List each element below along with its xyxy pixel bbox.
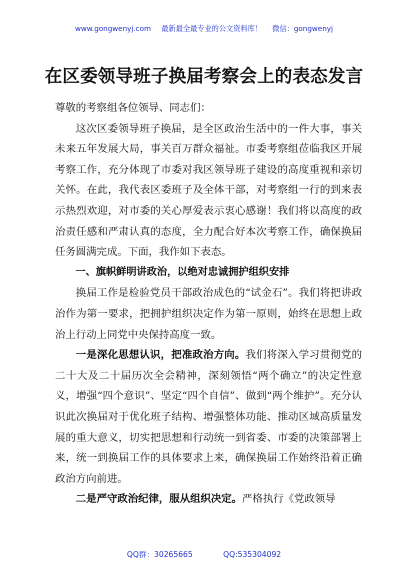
footer-qq: QQ:535304092 <box>223 550 282 559</box>
document-body <box>55 98 362 510</box>
header-slogan: 最新最全最专业的公文资料库！ <box>161 24 262 33</box>
section-heading-1: 一、旗帜鲜明讲政治，以绝对忠诚拥护组织安排 <box>75 266 290 278</box>
page-footer <box>0 549 408 560</box>
header-wechat: 微信：gongwenyj <box>272 24 334 33</box>
header-site[interactable]: www.gongwenyj.com <box>74 24 152 33</box>
footer-qq-group: QQ群：30265665 <box>126 550 193 559</box>
paragraph-section-1-intro: 换届工作是检验党员干部政治成色的“试金石”。我们将把讲政治作为第一要求，把拥护组织决定作为第一原则，始终在思想上政治上行动上同党中央保持高度一致。 <box>55 287 362 341</box>
point-2-text: 严格执行《党政领导 <box>242 493 336 506</box>
point-2-lead: 二是严守政治纪律，服从组织决定。 <box>75 493 243 506</box>
paragraph-point-2 <box>55 489 362 510</box>
page-header <box>0 24 408 34</box>
point-1-text: 我们将深入学习贯彻党的二十大及二十届历次全会精神，深刻领悟“两个确立”的决定性意义，增强“四个意识”、坚定“四个自信”、做到“两个维护”。充分认识此次换届对于优化班子结构、增强整体功能、推动区域高质量发展的重大意义，切实把思想和行动统一到省委、市委的决策部署上来，统一到换届工作的具体要求上来，确保换届工作始终沿着正确政治方向前进。 <box>55 349 363 485</box>
document-title: 在区委领导班子换届考察会上的表态发言 <box>44 67 364 87</box>
salutation: 尊敬的考察组各位领导、同志们： <box>55 102 211 114</box>
point-1-lead: 一是深化思想认识，把准政治方向。 <box>75 349 246 362</box>
paragraph-point-1 <box>55 345 362 489</box>
paragraph-intro: 这次区委领导班子换届，是全区政治生活中的一件大事，事关未来五年发展大局，事关百万群众福祉。市委考察组莅临我区开展考察工作，充分体现了市委对我区领导班子建设的高度重视和亲切关怀。在此，我代表区委班子及全体干部，对考察组一行的到来表示热烈欢迎，对市委的关心厚爱表示衷心感谢！我们将以高度的政治责任感和严肃认真的态度，全力配合好本次考察工作，确保换届任务圆满完成。下面，我作如下表态。 <box>55 122 362 259</box>
